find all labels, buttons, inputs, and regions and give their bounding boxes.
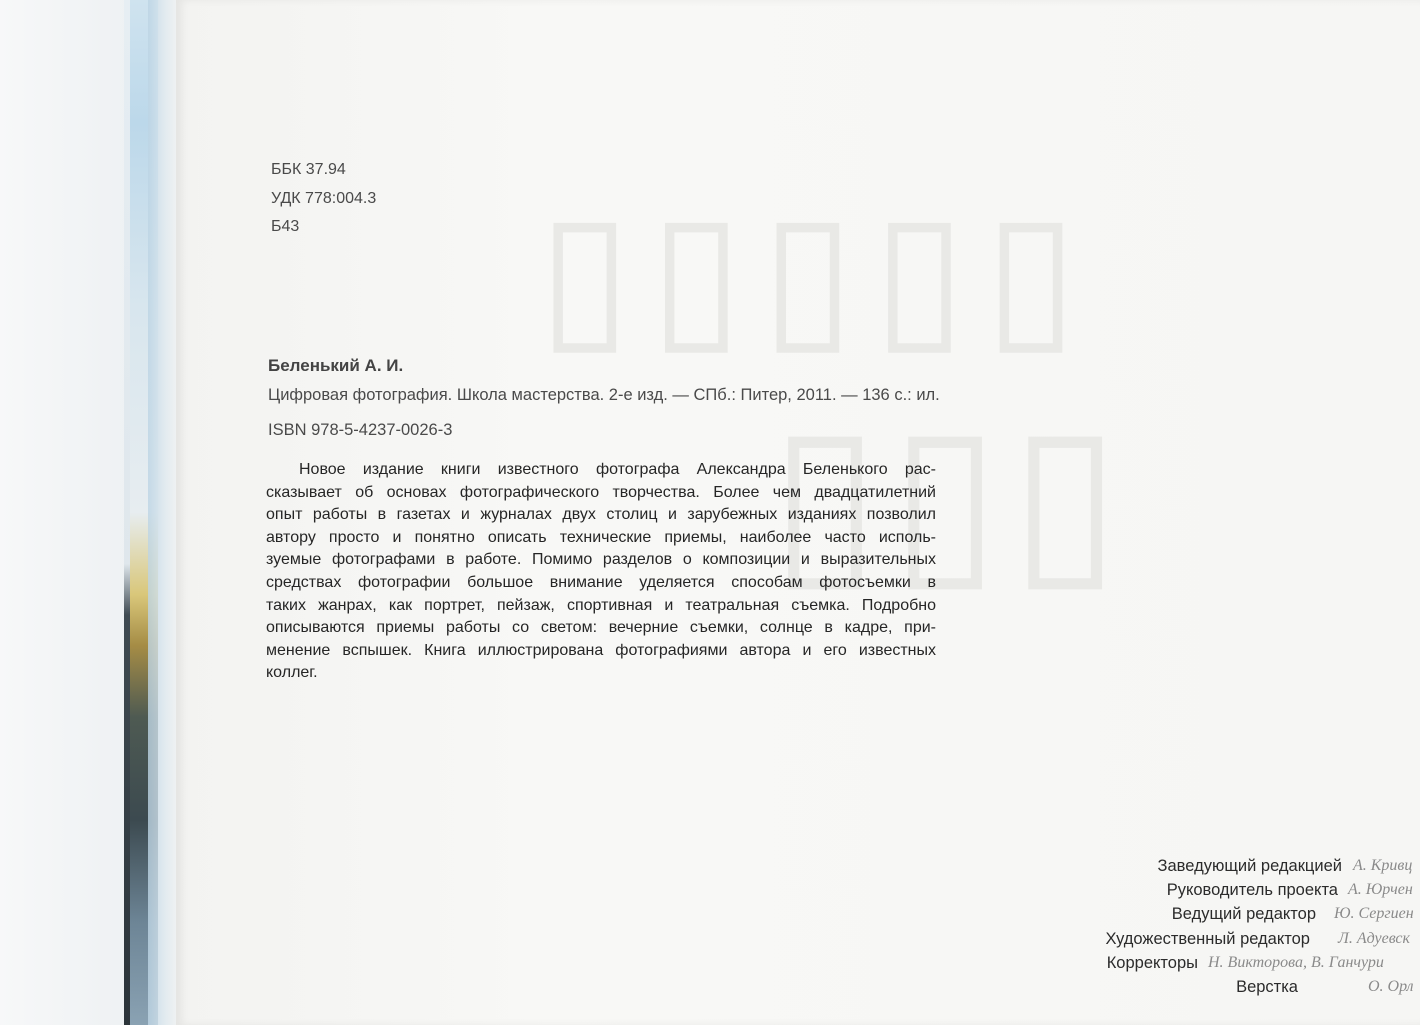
abstract-line: менение вспышек. Книга иллюстрирована фотографиями автора и его известных (266, 641, 936, 659)
credit-role: Художественный редактор (1105, 929, 1310, 948)
credit-row (1060, 927, 1420, 951)
udk-code: УДК 778:004.3 (271, 189, 377, 207)
credit-name: А. Юрчен (1348, 881, 1413, 899)
previous-page-edge (0, 0, 130, 1025)
credit-role: Руководитель проекта (1166, 881, 1338, 900)
abstract-line: зуемые фотографами в работе. Помимо разделов о композиции и выразительных (266, 551, 936, 569)
credit-row (1060, 878, 1420, 902)
author-mark-code: Б43 (271, 218, 300, 235)
credit-role: Ведущий редактор (1171, 905, 1316, 924)
credit-role: Верстка (1236, 977, 1298, 996)
credit-name: Л. Адуевск (1338, 929, 1411, 947)
credit-role: Заведующий редакцией (1157, 857, 1342, 875)
abstract-line: коллег. (266, 664, 318, 682)
credit-name: Ю. Сергиен (1334, 905, 1414, 923)
abstract-line: средствах фотографии большое внимание уделяется способам фотосъемки в (266, 573, 936, 591)
show-through-decoration: ▯▯▯ (760, 385, 1121, 608)
credit-name: Н. Викторова, В. Ганчури (1208, 953, 1384, 971)
abstract-line: автору просто и понятно описать технические приемы, наиболее часто исполь- (266, 528, 936, 546)
credit-row (1060, 902, 1420, 926)
classification-codes (271, 156, 376, 242)
editorial-credits (1060, 854, 1420, 999)
credit-row (1060, 975, 1420, 999)
abstract-line: Новое издание книги известного фотографа Александра Беленького рас- (299, 461, 936, 478)
abstract-line: сказывает об основах фотографического творчества. Более чем двадцатилетний (266, 483, 936, 501)
credit-role: Корректоры (1106, 953, 1198, 972)
author-name: Беленький А. И. (268, 356, 404, 375)
book-abstract (266, 459, 936, 685)
isbn: ISBN 978-5-4237-0026-3 (268, 421, 453, 439)
cover-inner-edge (148, 0, 178, 1025)
bbk-code: ББК 37.94 (271, 161, 346, 178)
bibliographic-description: Цифровая фотография. Школа мастерства. 2-е изд. — СПб.: Питер, 2011. — 136 с.: ил. (268, 386, 940, 404)
credit-row (1060, 951, 1420, 975)
credit-name: О. Орл (1368, 977, 1414, 995)
abstract-line: опыт работы в газетах и журналах двух столиц и зарубежных изданиях позволил (266, 506, 936, 524)
credit-row (1060, 854, 1420, 878)
credit-name: А. Кривц (1353, 857, 1413, 874)
show-through-decoration: ▯▯▯▯▯ (520, 179, 1078, 369)
abstract-line: описываются приемы работы со светом: вечерние съемки, солнце в кадре, при- (266, 619, 936, 637)
abstract-line: таких жанрах, как портрет, пейзаж, спортивная и театральная съемка. Подробно (266, 596, 936, 614)
